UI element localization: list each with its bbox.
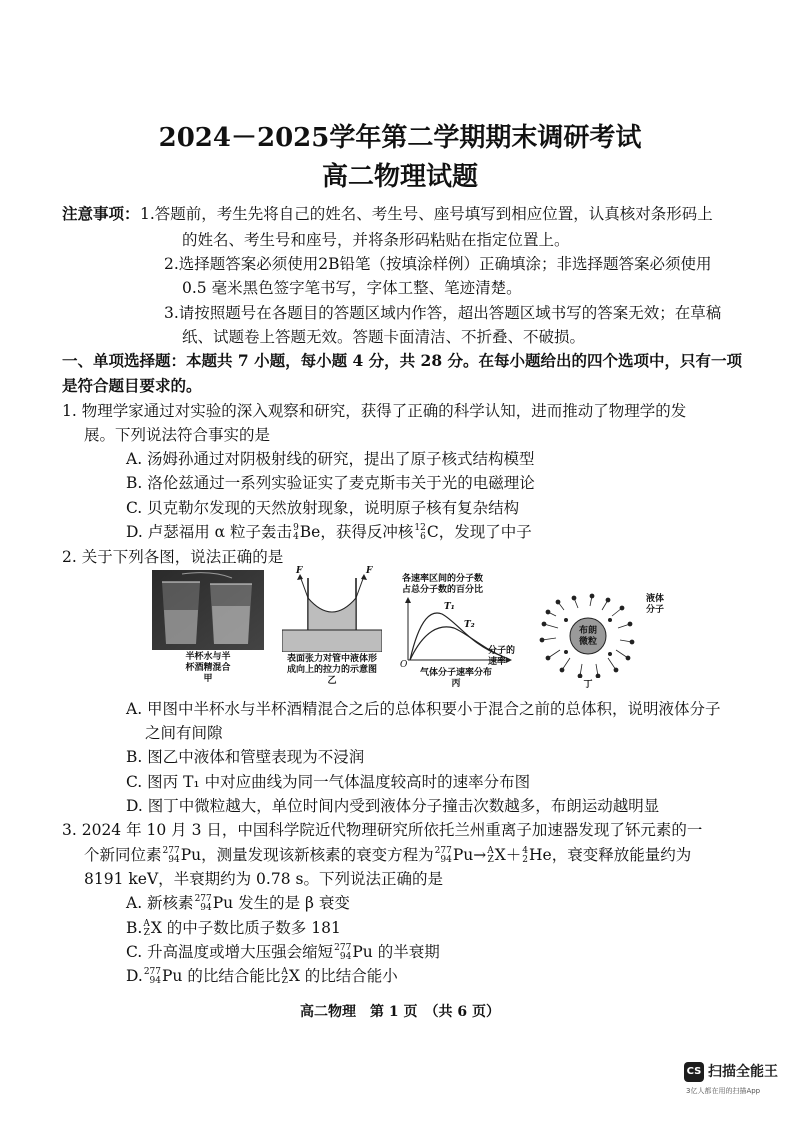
notice-line: 1.答题前，考生先将自己的姓名、考生号、座号填写到相应位置，认真核对条形码上: [140, 205, 713, 223]
figure-bing-caption: [404, 668, 508, 690]
mass-number: A: [281, 967, 288, 977]
text: ＋: [505, 846, 522, 864]
figure-bing-xlabel: [488, 646, 528, 668]
section-heading: 是符合题目要求的。: [62, 376, 202, 395]
option-c: [126, 941, 440, 963]
mass-number: 277: [434, 846, 452, 856]
caption-line: 各速率区间的分子数: [402, 574, 484, 584]
origin-label: O: [400, 660, 408, 670]
caption-line: 微粒: [578, 637, 597, 647]
caption-line: 表面张力对管中液体形: [286, 654, 377, 664]
text: X 的比结合能小: [288, 967, 398, 985]
figure-yi-caption: [280, 654, 384, 687]
caption-line: 气体分子速率分布: [419, 668, 492, 678]
mass-number: A: [143, 919, 150, 929]
notice-line: 纸、试题卷上答题无效。答题卡面清洁、不折叠、不破损。: [182, 328, 586, 346]
option-c: C. 图丙 T₁ 中对应曲线为同一气体温度较高时的速率分布图: [126, 773, 531, 791]
caption-line: 杯酒精混合: [185, 663, 231, 673]
text: B.: [126, 919, 143, 937]
caption-line: 分子的: [488, 646, 516, 656]
text: 个新同位素: [84, 846, 162, 864]
page-footer: 高二物理 第 1 页 （共 6 页）: [300, 1004, 500, 1020]
text: Pu→: [452, 846, 487, 864]
curve-label-t1: T₁: [444, 602, 455, 612]
atomic-number: Z: [143, 928, 150, 938]
mass-number: 277: [143, 967, 161, 977]
section-heading: 一、单项选择题：本题共 7 小题，每小题 4 分，共 28 分。在每小题给出的四个选项中，只有一项: [62, 351, 743, 370]
caption-line: 占总分子数的百分比: [402, 585, 484, 595]
element-symbol: He: [529, 846, 552, 864]
caption-line: 液体: [645, 594, 664, 604]
figure-label: 乙: [327, 676, 337, 686]
option-b: B. 洛伦兹通过一系列实验证实了麦克斯韦关于光的电磁理论: [126, 474, 535, 492]
capillary-diagram: [282, 568, 382, 652]
figure-label: 甲: [203, 674, 213, 684]
notice-label: 注意事项：: [62, 204, 140, 223]
element-symbol: C: [426, 523, 439, 541]
atomic-number: 94: [339, 952, 352, 962]
option-d: [126, 521, 532, 543]
exam-title: 2024－2025学年第二学期期末调研考试: [158, 123, 642, 153]
text: ，发现了中子: [438, 523, 532, 541]
question-stem: 展。下列说法符合事实的是: [84, 426, 271, 444]
camscanner-name: 扫描全能王: [708, 1064, 778, 1080]
text: Pu 发生的是 β 衰变: [212, 894, 350, 912]
option-a: [126, 892, 350, 914]
figure-yi-diagram: [282, 568, 382, 652]
mass-number: 12: [414, 523, 426, 533]
option-a: A. 甲图中半杯水与半杯酒精混合之后的总体积要小于混合之前的总体积，说明液体分子: [126, 700, 721, 718]
element-symbol: X: [494, 846, 506, 864]
notice-line: 的姓名、考生号和座号，并将条形码粘贴在指定位置上。: [182, 231, 570, 249]
glasses-photo: [152, 570, 264, 650]
exam-subtitle: 高二物理试题: [321, 162, 478, 192]
caption-line: 分子: [645, 605, 664, 615]
figure-jia-photo: [152, 570, 264, 650]
question-stem: 2. 关于下列各图，说法正确的是: [62, 548, 284, 566]
text: ，测量发现该新核素的衰变方程为: [201, 846, 434, 864]
question-stem: 8191 keV，半衰期约为 0.78 s。下列说法正确的是: [84, 870, 443, 888]
text: D. 卢瑟福用 α 粒子轰击: [126, 523, 293, 541]
text: ，衰变释放能量约为: [551, 846, 692, 864]
figure-ding-label: 丁: [583, 680, 593, 690]
atomic-number: 2: [522, 855, 529, 865]
text: ，获得反冲核: [320, 523, 414, 541]
caption-line: 布朗: [578, 626, 597, 636]
figure-bing-ytitle: [402, 574, 502, 596]
particle-label: [574, 626, 602, 648]
mass-number: A: [487, 846, 494, 856]
atomic-number: 94: [149, 976, 161, 986]
atomic-number: Z: [281, 976, 288, 986]
atomic-number: Z: [487, 855, 494, 865]
figure-jia-caption: [160, 652, 256, 685]
option-b: B. 图乙中液体和管壁表现为不浸润: [126, 748, 365, 766]
text: C. 升高温度或增大压强会缩短: [126, 943, 334, 961]
camscanner-tagline: 3亿人都在用的扫描App: [686, 1087, 761, 1095]
caption-line: 半杯水与半: [185, 652, 231, 662]
caption-line: 速率: [488, 657, 507, 667]
element-symbol: Pu: [180, 846, 202, 864]
question-stem: 3. 2024 年 10 月 3 日，中国科学院近代物理研究所依托兰州重离子加速器发现了钚元素的一: [62, 821, 703, 839]
notice-line: 0.5 毫米黑色签字笔书写，字体工整、笔迹清楚。: [182, 279, 522, 297]
camscanner-logo: CS: [684, 1062, 704, 1082]
question-stem: 1. 物理学家通过对实验的深入观察和研究，获得了正确的科学认知，进而推动了物理学的发: [62, 402, 687, 420]
notice-line: 2.选择题答案必须使用2B铅笔（按填涂样例）正确填涂；非选择题答案必须使用: [164, 255, 712, 273]
option-d: [126, 965, 398, 987]
mass-number: 4: [522, 846, 529, 856]
curve-label-t2: T₂: [464, 620, 475, 630]
text: Pu 的比结合能比: [162, 967, 281, 985]
atomic-number: 94: [168, 855, 180, 865]
force-label-right: F: [366, 566, 373, 576]
atomic-number: 94: [200, 903, 212, 913]
text: Pu 的半衰期: [352, 943, 440, 961]
option-c: C. 贝克勒尔发现的天然放射现象，说明原子核有复杂结构: [126, 499, 520, 517]
element-symbol: Be: [299, 523, 321, 541]
option-b: [126, 917, 341, 939]
mass-number: 9: [293, 523, 299, 533]
option-a: A. 汤姆孙通过对阴极射线的研究，提出了原子核式结构模型: [126, 450, 535, 468]
option-a-cont: 之间有间隙: [145, 724, 223, 742]
force-label-left: F: [296, 566, 303, 576]
atomic-number: 94: [440, 855, 452, 865]
atomic-number: 6: [420, 532, 426, 542]
figure-label: 丙: [451, 679, 461, 689]
text: A. 新核素: [126, 894, 194, 912]
notice-line: 3.请按照题号在各题目的答题区域内作答，超出答题区域书写的答案无效；在草稿: [164, 304, 722, 322]
mass-number: 277: [162, 846, 180, 856]
liquid-molecule-label: [640, 594, 670, 616]
mass-number: 277: [334, 943, 352, 953]
text: D.: [126, 967, 143, 985]
atomic-number: 4: [293, 532, 299, 542]
question-stem: [84, 844, 691, 866]
caption-line: 成向上的拉力的示意图: [286, 665, 377, 675]
option-d: D. 图丁中微粒越大，单位时间内受到液体分子撞击次数越多，布朗运动越明显: [126, 797, 660, 815]
mass-number: 277: [194, 894, 212, 904]
text: X 的中子数比质子数多 181: [150, 919, 341, 937]
